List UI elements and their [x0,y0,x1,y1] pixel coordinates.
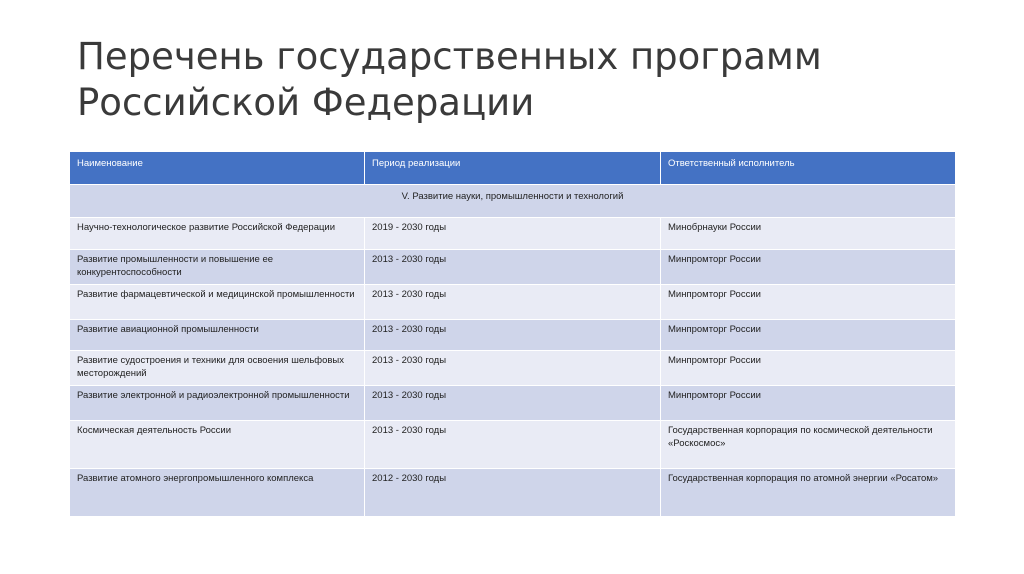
cell-executor: Минпромторг России [661,351,956,386]
cell-executor: Минобрнауки России [661,218,956,250]
cell-executor: Минпромторг России [661,250,956,285]
title-line-2: Российской Федерации [77,81,535,124]
title-line-1: Перечень государственных программ [77,35,822,78]
header-name: Наименование [70,152,365,185]
cell-period: 2013 - 2030 годы [365,421,661,469]
cell-executor: Минпромторг России [661,386,956,421]
cell-period: 2019 - 2030 годы [365,218,661,250]
table-header-row [70,152,956,185]
header-period: Период реализации [365,152,661,185]
cell-period: 2013 - 2030 годы [365,250,661,285]
table-row [70,250,956,285]
table-row [70,285,956,320]
section-title: V. Развитие науки, промышленности и технологий [70,185,956,218]
cell-executor: Минпромторг России [661,320,956,351]
table-row [70,421,956,469]
cell-period: 2013 - 2030 годы [365,320,661,351]
cell-name: Развитие промышленности и повышение ее конкурентоспособности [70,250,365,285]
cell-period: 2013 - 2030 годы [365,351,661,386]
cell-name: Космическая деятельность России [70,421,365,469]
programs-table [69,151,956,517]
cell-name: Развитие судостроения и техники для освоения шельфовых месторождений [70,351,365,386]
table-row [70,351,956,386]
table-row [70,320,956,351]
table-row [70,218,956,250]
cell-name: Развитие фармацевтической и медицинской промышленности [70,285,365,320]
table-row [70,386,956,421]
table-row [70,469,956,517]
cell-period: 2013 - 2030 годы [365,386,661,421]
cell-name: Научно-технологическое развитие Российской Федерации [70,218,365,250]
cell-executor: Государственная корпорация по атомной энергии «Росатом» [661,469,956,517]
cell-name: Развитие электронной и радиоэлектронной промышленности [70,386,365,421]
section-row [70,185,956,218]
page-title [77,34,977,126]
cell-period: 2013 - 2030 годы [365,285,661,320]
cell-name: Развитие атомного энергопромышленного комплекса [70,469,365,517]
cell-period: 2012 - 2030 годы [365,469,661,517]
header-executor: Ответственный исполнитель [661,152,956,185]
cell-executor: Минпромторг России [661,285,956,320]
cell-executor: Государственная корпорация по космической деятельности «Роскосмос» [661,421,956,469]
cell-name: Развитие авиационной промышленности [70,320,365,351]
